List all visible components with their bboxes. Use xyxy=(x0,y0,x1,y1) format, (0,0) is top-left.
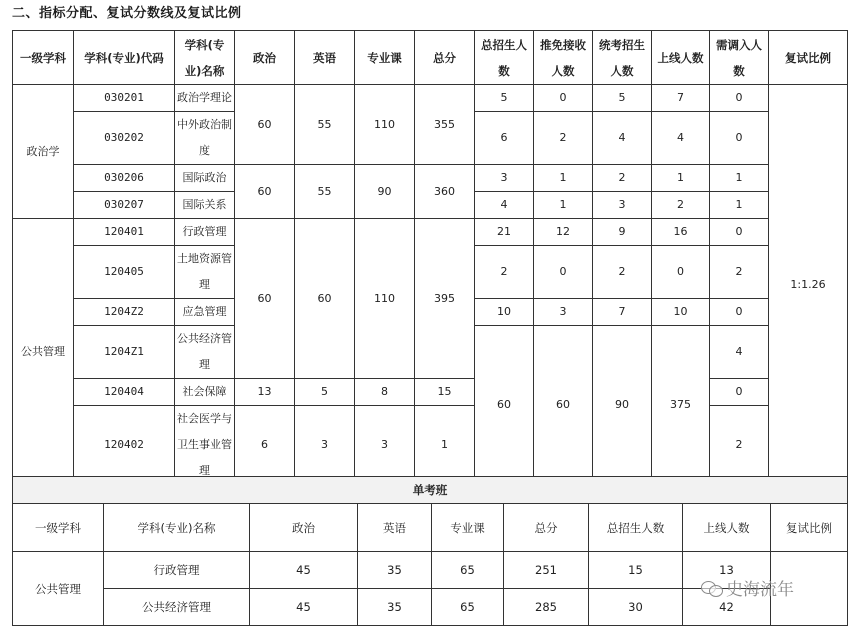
code-cell: 120402 xyxy=(74,406,175,485)
adjust-cell: 2 xyxy=(710,246,769,299)
english-cell: 35 xyxy=(358,552,432,589)
table-row xyxy=(13,219,848,246)
code-cell: 030201 xyxy=(74,85,175,112)
code-cell: 1204Z1 xyxy=(74,326,175,379)
table-row xyxy=(13,552,848,589)
english-cell: 35 xyxy=(358,589,432,626)
exempt-cell: 3 xyxy=(534,299,593,326)
col-header-discipline: 一级学科 xyxy=(13,31,74,85)
politics-cell: 45 xyxy=(250,552,358,589)
col-header-passed: 上线人数 xyxy=(683,504,771,552)
col-header-english: 英语 xyxy=(295,31,355,85)
exempt-cell: 1 xyxy=(534,192,593,219)
name-cell: 社会医学与卫生事业管理 xyxy=(175,406,235,485)
enroll-cell: 4 xyxy=(710,326,769,379)
col-header-passed: 上线人数 xyxy=(652,31,710,85)
enroll-cell: 2 xyxy=(475,246,534,299)
total-cell: 355 xyxy=(415,85,475,165)
table-row xyxy=(13,85,848,112)
major-cell: 110 xyxy=(355,85,415,165)
name-cell: 公共经济管理 xyxy=(175,326,235,379)
quota-score-table xyxy=(12,30,848,485)
single-exam-header-row xyxy=(13,504,848,552)
passed-cell: 10 xyxy=(652,299,710,326)
name-cell: 国际关系 xyxy=(175,192,235,219)
english-cell: 55 xyxy=(295,85,355,165)
col-header-discipline: 一级学科 xyxy=(13,504,104,552)
col-header-adjust: 需调入人数 xyxy=(710,31,769,85)
single-exam-title-row xyxy=(13,477,848,504)
unified-cell: 9 xyxy=(593,219,652,246)
code-cell: 1204Z2 xyxy=(74,299,175,326)
enroll-cell: 13 xyxy=(235,379,295,406)
passed-cell: 1 xyxy=(415,406,475,485)
name-cell: 土地资源管理 xyxy=(175,246,235,299)
name-cell: 行政管理 xyxy=(104,552,250,589)
exempt-cell: 5 xyxy=(295,379,355,406)
col-header-enroll: 总招生人数 xyxy=(475,31,534,85)
unified-cell: 3 xyxy=(355,406,415,485)
unified-cell: 4 xyxy=(593,112,652,165)
total-cell: 285 xyxy=(504,589,589,626)
discipline-cell: 公共管理 xyxy=(13,552,104,626)
name-cell: 中外政治制度 xyxy=(175,112,235,165)
enroll-cell: 5 xyxy=(475,85,534,112)
col-header-unified: 统考招生人数 xyxy=(593,31,652,85)
table-row xyxy=(13,406,848,485)
section-heading: 二、指标分配、复试分数线及复试比例 xyxy=(12,6,242,21)
discipline-cell: 政治学 xyxy=(13,85,74,219)
passed-cell: 42 xyxy=(683,589,771,626)
major-cell: 65 xyxy=(432,589,504,626)
exempt-cell: 12 xyxy=(534,219,593,246)
code-cell: 030206 xyxy=(74,165,175,192)
col-header-ratio: 复试比例 xyxy=(769,31,848,85)
exempt-cell: 0 xyxy=(534,246,593,299)
table-row xyxy=(13,589,848,626)
politics-cell: 60 xyxy=(235,165,295,219)
unified-cell: 2 xyxy=(593,165,652,192)
adjust-cell: 0 xyxy=(710,112,769,165)
enroll-cell: 21 xyxy=(475,219,534,246)
adjust-cell: 1 xyxy=(710,165,769,192)
exempt-cell: 0 xyxy=(534,85,593,112)
english-cell: 60 xyxy=(534,326,593,485)
enroll-cell: 4 xyxy=(475,192,534,219)
table-row xyxy=(13,379,848,406)
code-cell: 030207 xyxy=(74,192,175,219)
passed-cell: 1 xyxy=(652,165,710,192)
adjust-cell: 0 xyxy=(710,379,769,406)
passed-cell: 4 xyxy=(652,112,710,165)
major-cell: 65 xyxy=(432,552,504,589)
enroll-cell: 30 xyxy=(589,589,683,626)
col-header-politics: 政治 xyxy=(235,31,295,85)
name-cell: 应急管理 xyxy=(175,299,235,326)
passed-cell: 16 xyxy=(652,219,710,246)
adjust-cell: 2 xyxy=(710,406,769,485)
total-cell: 360 xyxy=(415,165,475,219)
col-header-ratio: 复试比例 xyxy=(771,504,848,552)
col-header-code: 学科(专业)代码 xyxy=(74,31,175,85)
total-cell: 375 xyxy=(652,326,710,485)
adjust-cell: 1 xyxy=(710,192,769,219)
unified-cell: 3 xyxy=(593,192,652,219)
enroll-cell: 6 xyxy=(235,406,295,485)
name-cell: 政治学理论 xyxy=(175,85,235,112)
unified-cell: 7 xyxy=(593,299,652,326)
name-cell: 国际政治 xyxy=(175,165,235,192)
code-cell: 120405 xyxy=(74,246,175,299)
col-header-major: 专业课 xyxy=(355,31,415,85)
exempt-cell: 2 xyxy=(534,112,593,165)
name-cell: 行政管理 xyxy=(175,219,235,246)
unified-cell: 2 xyxy=(593,246,652,299)
code-cell: 120404 xyxy=(74,379,175,406)
major-cell: 110 xyxy=(355,219,415,379)
enroll-cell: 15 xyxy=(589,552,683,589)
politics-cell: 60 xyxy=(235,85,295,165)
exempt-cell: 1 xyxy=(534,165,593,192)
english-cell: 60 xyxy=(295,219,355,379)
total-cell: 251 xyxy=(504,552,589,589)
enroll-cell: 3 xyxy=(475,165,534,192)
adjust-cell: 0 xyxy=(710,85,769,112)
table-row xyxy=(13,165,848,192)
enroll-cell: 10 xyxy=(475,299,534,326)
passed-cell: 0 xyxy=(652,246,710,299)
col-header-total: 总分 xyxy=(415,31,475,85)
passed-cell: 15 xyxy=(415,379,475,406)
col-header-english: 英语 xyxy=(358,504,432,552)
english-cell: 55 xyxy=(295,165,355,219)
enroll-cell: 6 xyxy=(475,112,534,165)
politics-cell: 60 xyxy=(475,326,534,485)
adjust-cell: 0 xyxy=(710,219,769,246)
adjust-cell: 0 xyxy=(710,299,769,326)
col-header-name: 学科(专业)名称 xyxy=(175,31,235,85)
single-exam-table xyxy=(12,476,848,626)
col-header-enroll: 总招生人数 xyxy=(589,504,683,552)
unified-cell: 8 xyxy=(355,379,415,406)
code-cell: 030202 xyxy=(74,112,175,165)
code-cell: 120401 xyxy=(74,219,175,246)
unified-cell: 5 xyxy=(593,85,652,112)
passed-cell: 13 xyxy=(683,552,771,589)
col-header-politics: 政治 xyxy=(250,504,358,552)
ratio-cell xyxy=(771,552,848,626)
politics-cell: 45 xyxy=(250,589,358,626)
exempt-cell: 3 xyxy=(295,406,355,485)
politics-cell: 60 xyxy=(235,219,295,379)
col-header-total: 总分 xyxy=(504,504,589,552)
passed-cell: 7 xyxy=(652,85,710,112)
col-header-major: 专业课 xyxy=(432,504,504,552)
header-row xyxy=(13,31,848,85)
discipline-cell: 公共管理 xyxy=(13,219,74,485)
watermark-text: 史海流年 xyxy=(726,580,794,600)
single-exam-title: 单考班 xyxy=(13,477,848,504)
name-cell: 社会保障 xyxy=(175,379,235,406)
ratio-cell: 1:1.26 xyxy=(769,85,848,485)
name-cell: 公共经济管理 xyxy=(104,589,250,626)
passed-cell: 2 xyxy=(652,192,710,219)
col-header-exempt: 推免接收人数 xyxy=(534,31,593,85)
col-header-name: 学科(专业)名称 xyxy=(104,504,250,552)
major-cell: 90 xyxy=(355,165,415,219)
total-cell: 395 xyxy=(415,219,475,379)
major-cell: 90 xyxy=(593,326,652,485)
